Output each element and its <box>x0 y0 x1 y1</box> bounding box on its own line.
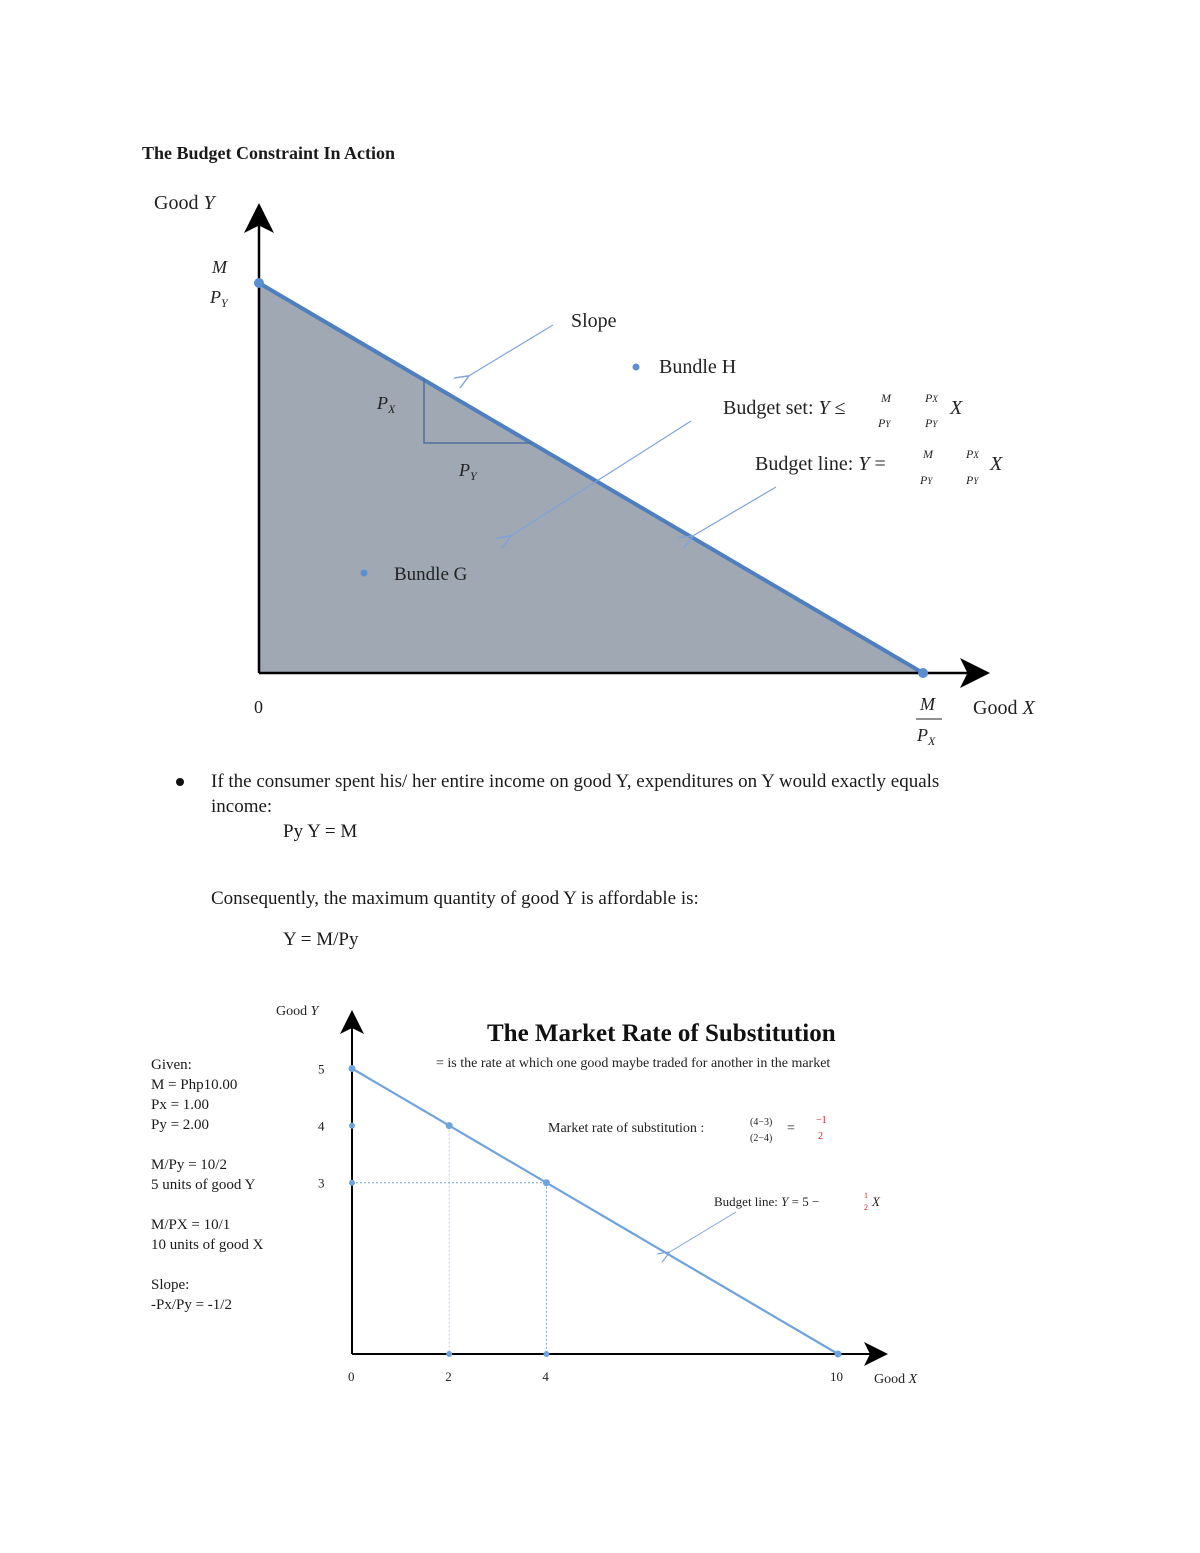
units-of-y: 5 units of good Y <box>151 1177 256 1193</box>
data-point <box>835 1351 842 1358</box>
bullet <box>176 778 184 786</box>
triangle-horizontal-label: $P_Y$ <box>459 460 477 483</box>
svg-text:M: M <box>881 391 891 405</box>
x-tick-label: 4 <box>542 1369 549 1384</box>
svg-text:M: M <box>923 447 933 461</box>
svg-text:PY: PY <box>878 416 891 430</box>
y-tick-label: 3 <box>318 1175 325 1191</box>
mrs-annotation <box>548 1115 827 1144</box>
y-intercept-label <box>209 257 229 310</box>
svg-text:X: X <box>950 397 963 419</box>
svg-text:X: X <box>872 1194 880 1209</box>
x-tick-label: 0 <box>348 1369 355 1384</box>
svg-text:PY: PY <box>920 473 933 487</box>
chart2-y-axis-label: Good Y <box>276 1004 319 1019</box>
y-axis-point <box>349 1066 355 1072</box>
bullet-text-line2: income: <box>211 796 273 817</box>
svg-text:Budget line: Y = 5 −: Budget line: Y = 5 − <box>714 1194 820 1209</box>
triangle-vertical-label: $P_X$ <box>377 393 396 416</box>
m-over-px: M/PX = 10/1 <box>151 1217 231 1233</box>
x-axis-point <box>543 1351 549 1357</box>
svg-text:PX: PX <box>966 447 979 461</box>
svg-text:PY: PY <box>966 473 979 487</box>
svg-text:M: M <box>212 257 227 277</box>
chart2-subtitle: = is the rate at which one good maybe traded for another in the market <box>436 1056 831 1071</box>
m-over-py: M/Py = 10/2 <box>151 1157 227 1173</box>
x-axis-point <box>446 1351 452 1357</box>
consequently-text: Consequently, the maximum quantity of good Y is affordable is: <box>211 888 699 909</box>
y-axis-point <box>349 1123 355 1129</box>
y-tick-label: 4 <box>318 1118 325 1134</box>
svg-text:PY: PY <box>925 416 938 430</box>
svg-text:Market rate of substitution :: Market rate of substitution : <box>548 1121 705 1136</box>
svg-text:2: 2 <box>864 1203 868 1212</box>
svg-text:PY: $P_Y$ <box>210 287 228 310</box>
given-line: M = Php10.00 <box>151 1077 238 1093</box>
slope-heading: Slope: <box>151 1277 190 1293</box>
slope-arrow <box>467 325 553 377</box>
chart2-marks <box>318 1062 843 1385</box>
bundle-h-label: Bundle H <box>659 356 737 378</box>
bullet-text-line1: If the consumer spent his/ her entire income on good Y, expenditures on Y would exactly equals <box>211 771 940 792</box>
svg-text:Budget set: Y ≤: Budget set: Y ≤ <box>723 397 846 419</box>
svg-text:1: 1 <box>864 1191 868 1200</box>
svg-text:PX: $P_X$ <box>917 725 936 748</box>
y-axis-label: Good Y <box>154 192 215 214</box>
x-intercept-label <box>916 694 942 748</box>
data-point <box>543 1179 550 1186</box>
units-of-x: 10 units of good X <box>151 1237 264 1253</box>
svg-text:−1: −1 <box>816 1115 827 1126</box>
given-line: Px = 1.00 <box>151 1097 210 1113</box>
equation-1: Py Y = M <box>283 821 358 842</box>
equation-2: Y = M/Py <box>283 929 359 950</box>
chart2-budget-line-label <box>714 1191 881 1212</box>
page-title: The Budget Constraint In Action <box>142 143 396 163</box>
x-intercept-dot <box>918 668 928 678</box>
budget-line-arrow <box>691 487 776 537</box>
chart2-title: The Market Rate of Substitution <box>487 1020 836 1047</box>
slope-value: -Px/Py = -1/2 <box>151 1297 232 1313</box>
given-line: Py = 2.00 <box>151 1117 210 1133</box>
bundle-g-label: Bundle G <box>394 564 468 585</box>
given-heading: Given: <box>151 1057 192 1073</box>
svg-text:=: = <box>787 1121 795 1136</box>
x-tick-label: 2 <box>445 1369 452 1384</box>
budget-line-label <box>755 447 1003 487</box>
svg-text:Budget line: Y =: Budget line: Y = <box>755 453 886 475</box>
svg-text:PX: PX <box>925 391 938 405</box>
y-tick-label: 5 <box>318 1061 325 1077</box>
chart2-budget-line-arrow <box>668 1212 736 1253</box>
budget-set-label <box>723 391 963 430</box>
chart2-x-axis-label: Good X <box>874 1372 918 1387</box>
svg-text:(4−3): (4−3) <box>750 1117 773 1128</box>
x-axis-label: Good X <box>973 697 1035 719</box>
svg-text:X: X <box>990 453 1003 475</box>
x-tick-label: 10 <box>830 1369 843 1384</box>
bundle-h-dot <box>633 364 640 371</box>
y-axis-point <box>349 1180 355 1186</box>
origin-label: 0 <box>254 697 263 717</box>
given-block <box>151 1055 264 1315</box>
y-intercept-dot <box>254 278 264 288</box>
svg-text:M: M <box>920 694 935 714</box>
chart2-budget-line <box>352 1069 838 1355</box>
data-point <box>446 1122 453 1129</box>
slope-label: Slope <box>571 310 617 332</box>
svg-text:(2−4): (2−4) <box>750 1133 773 1144</box>
bundle-g-dot <box>361 570 368 577</box>
svg-text:2: 2 <box>818 1131 823 1142</box>
